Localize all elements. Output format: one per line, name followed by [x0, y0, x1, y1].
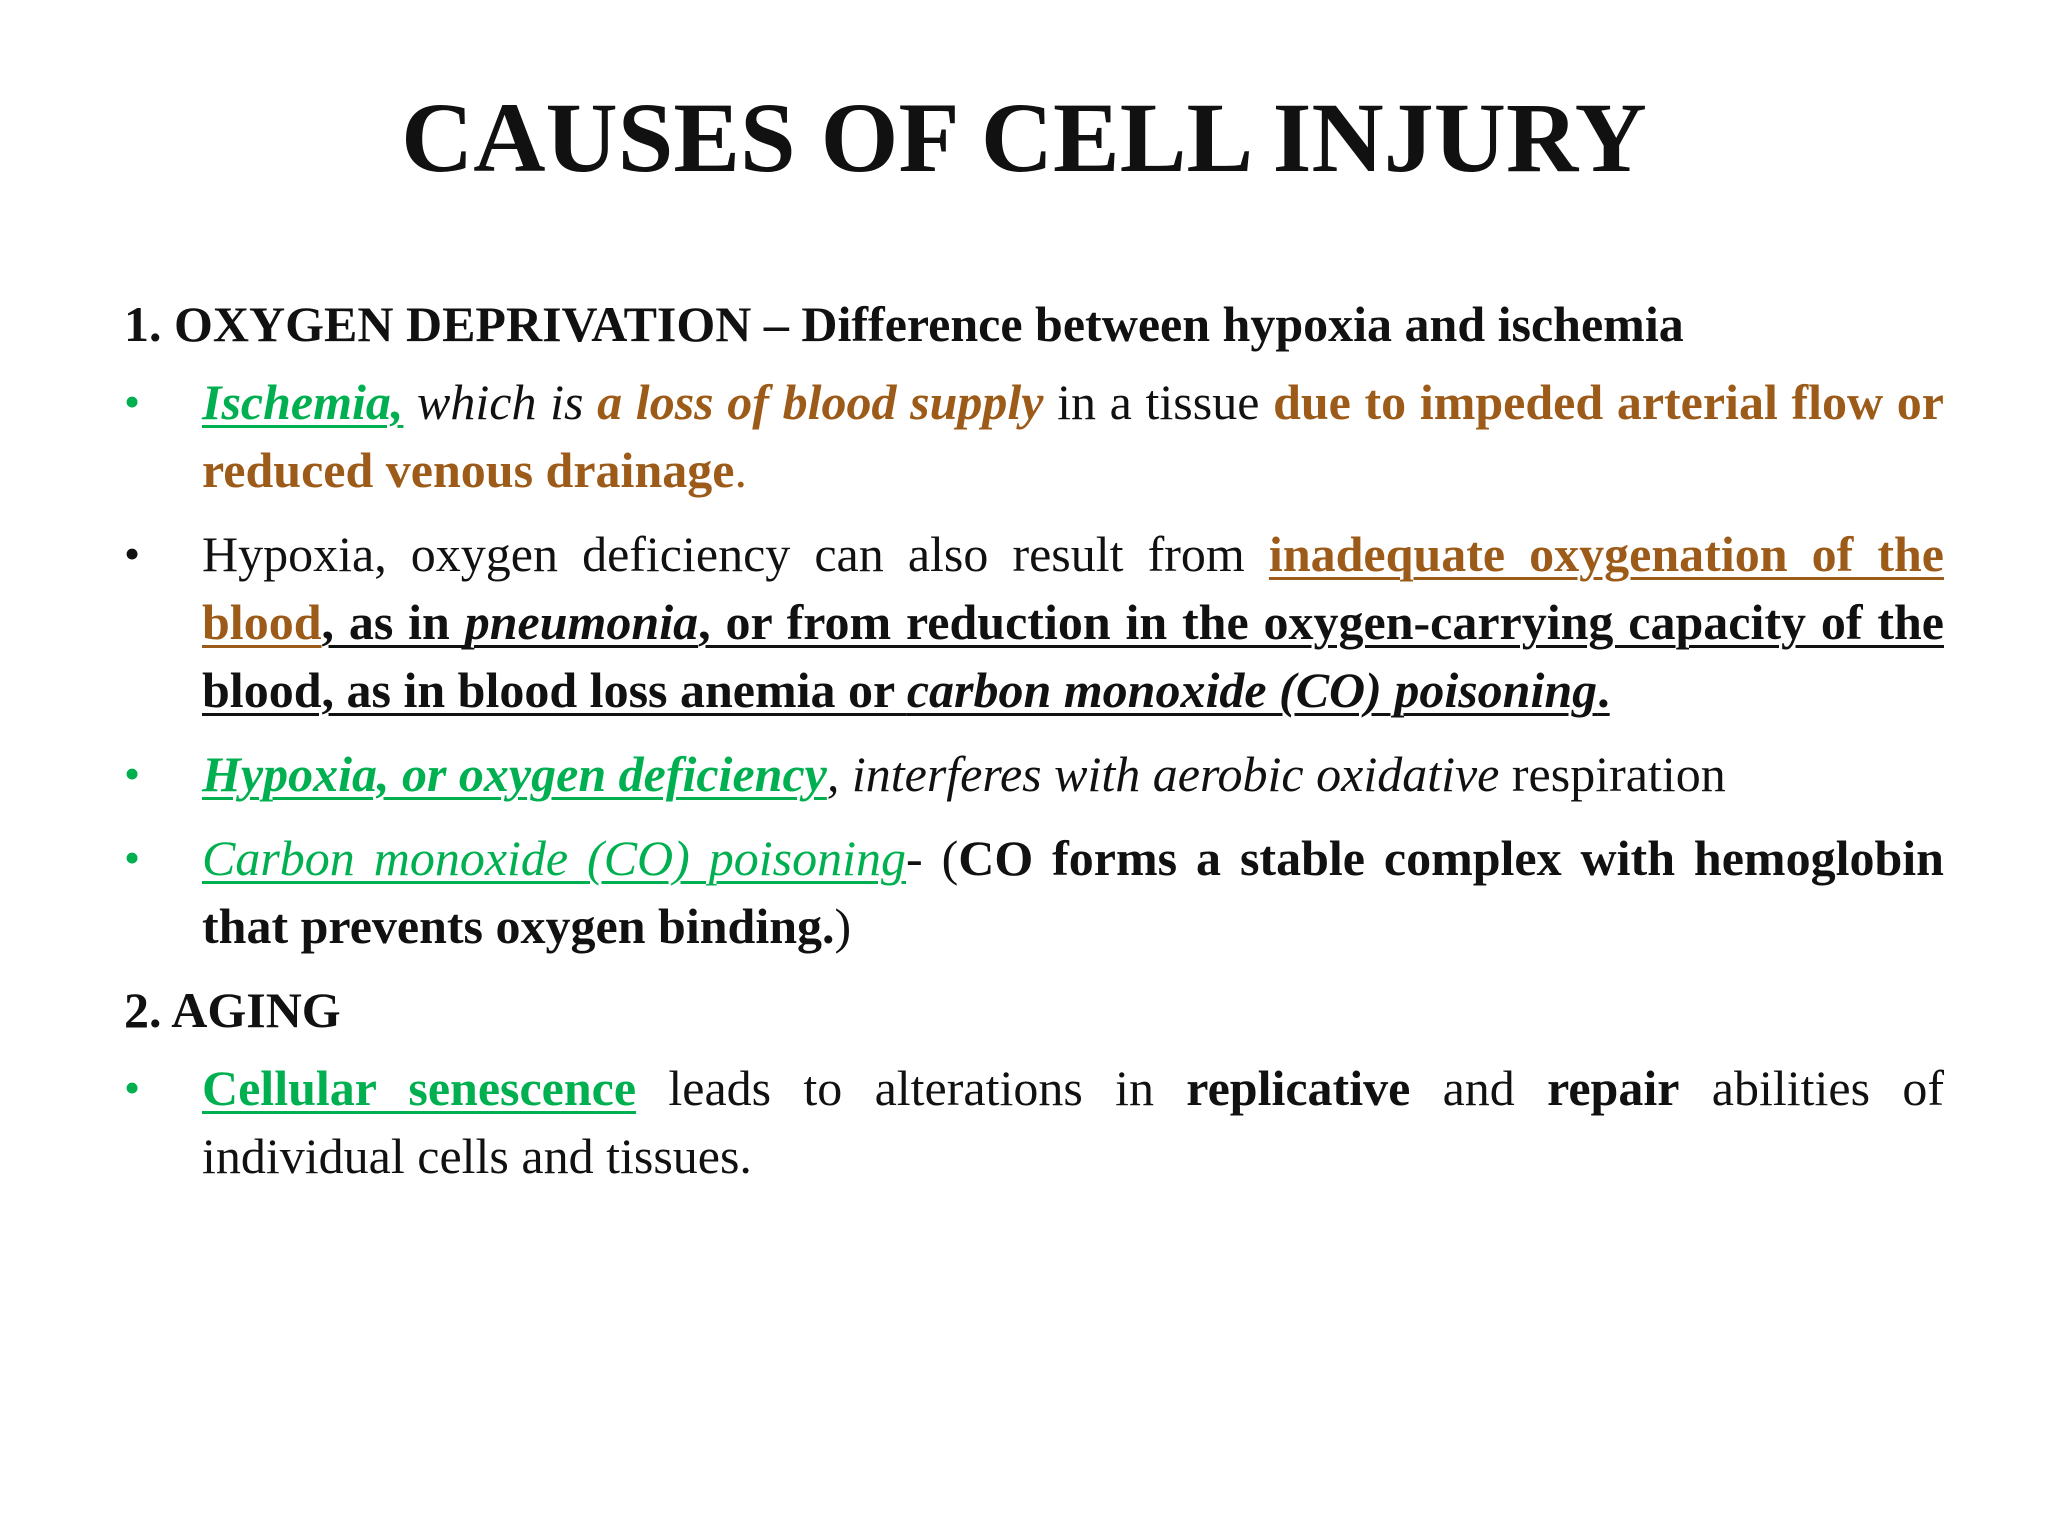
term-ischemia: Ischemia, — [202, 374, 404, 430]
text-fragment: , interferes with aerobic oxidative — [826, 746, 1500, 802]
bullet-dot: • — [124, 376, 141, 427]
term-carbon-monoxide: Carbon monoxide (CO) poisoning — [202, 830, 906, 886]
text-fragment: . — [734, 442, 747, 498]
section-heading-aging: 2. AGING — [124, 982, 341, 1038]
highlight-loss-of-blood-supply: a loss of blood supply — [597, 374, 1044, 430]
bullet-ischemia — [124, 368, 1944, 504]
highlight-impeded-flow: due to impeded arterial flow or reduced venous drainage — [202, 374, 1944, 498]
bullet-co-poisoning — [124, 824, 1944, 960]
text-fragment: which is — [403, 374, 598, 430]
bullet-dot: • — [124, 832, 141, 883]
term-repair: repair — [1547, 1060, 1680, 1116]
term-cellular-senescence: Cellular senescence — [202, 1060, 637, 1116]
bullet-hypoxia-effect — [124, 740, 1944, 808]
section-heading-oxygen-deprivation: 1. OXYGEN DEPRIVATION – Difference between hypoxia and ischemia — [124, 296, 1684, 352]
text-fragment: respiration — [1499, 746, 1726, 802]
text-fragment: , or from reduction in the oxygen-carrying capacity of the blood, as in blood loss anemia or — [202, 594, 1944, 718]
highlight-inadequate-oxygenation: inadequate oxygenation of the blood — [202, 526, 1944, 650]
bullet-senescence — [124, 1054, 1944, 1190]
text-fragment: , as in — [321, 594, 465, 650]
bullet-dot: • — [124, 748, 141, 799]
text-fragment: Hypoxia, oxygen deficiency can also result from — [202, 526, 1269, 582]
text-fragment: - ( — [905, 830, 959, 886]
text-fragment: in a tissue — [1043, 374, 1274, 430]
term-hypoxia: Hypoxia, or oxygen deficiency — [202, 746, 827, 802]
text-fragment: ) — [834, 898, 852, 954]
co-explanation: CO forms a stable complex with hemoglobin that prevents oxygen binding. — [202, 830, 1944, 954]
bullet-dot: • — [124, 1062, 141, 1113]
slide-title: CAUSES OF CELL INJURY — [401, 82, 1647, 193]
text-fragment: and — [1410, 1060, 1548, 1116]
text-fragment: abilities of individual cells and tissues. — [202, 1060, 1944, 1184]
slide-content — [124, 290, 1944, 1206]
bullet-hypoxia-causes — [124, 520, 1944, 724]
bullet-dot: • — [124, 528, 141, 579]
text-fragment: . — [1597, 662, 1610, 718]
term-co-poisoning: carbon monoxide (CO) poisoning — [906, 662, 1598, 718]
text-fragment: leads to alterations in — [636, 1060, 1187, 1116]
term-replicative: replicative — [1186, 1060, 1411, 1116]
term-pneumonia: pneumonia — [464, 594, 699, 650]
